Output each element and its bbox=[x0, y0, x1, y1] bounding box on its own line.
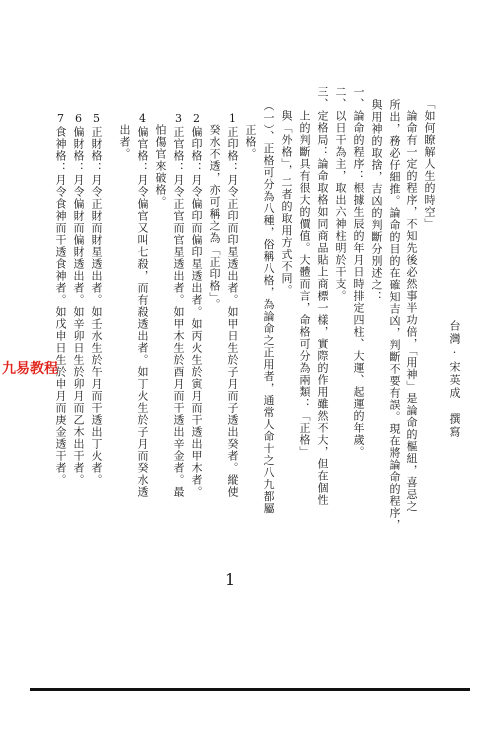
text-column: 與用神的取捨，吉凶的判斷分別述之： bbox=[370, 99, 383, 303]
text-column: 5正財格：月令正財而財星透出者。如壬水生於午月而干透出丁火者。 bbox=[90, 100, 103, 486]
text-column: 二、以日干為主，取出六神柱明於干支。 bbox=[334, 86, 347, 302]
text-column: 一、論命的程序：根據生辰的年月日時排定四柱、大運、起運的年歲。 bbox=[352, 86, 365, 458]
text-column: 上的判斷具有很大的價值。大體而言，命格可分為兩類：「正格」 bbox=[298, 86, 311, 458]
text-column: 3正官格：月令正官而官星透出者。如甲木生於酉月而干透出辛金者。最 bbox=[172, 100, 185, 498]
text-column: 論命有一定的程序，不知先後必然事半功倍，「用神」是論命的樞紐，喜忌之 bbox=[405, 110, 418, 513]
text-column: 7食神格：月令食神而干透食神者。如戊申日生於申月而庚金透干者。 bbox=[54, 100, 67, 486]
text-column: 與「外格」，二者的取用方式不同。 bbox=[280, 86, 293, 297]
text-column: 6偏財格：月令偏財而偏財透出者。如辛卯日生於卯月而乙木出干者。 bbox=[72, 100, 85, 486]
text-column: 出者。 bbox=[118, 100, 131, 160]
watermark-logo: 九易教程 bbox=[2, 361, 58, 377]
text-column: 2偏印格：月令偏印而偏印星透出者。如丙火生於寅月而干透出甲木者。 bbox=[190, 100, 203, 498]
text-column: 「如何瞭解人生的時空」 bbox=[423, 98, 436, 230]
text-column: 4偏官格：月令偏官又叫七殺，而有殺透出者。如丁火生於子月而癸水透 bbox=[136, 100, 149, 498]
author-line: 台灣·宋英成 撰寫 bbox=[448, 320, 461, 439]
text-column: 正格。 bbox=[244, 100, 257, 160]
text-column: 1正印格：月令正印而印星透出者。如甲日生於子月而子透出癸者。縱使 bbox=[226, 100, 239, 498]
text-column: 所出，務必仔細推。論命的目的在確知吉凶，判斷不要有誤。現在將論命的程序， bbox=[388, 99, 401, 531]
text-column: 癸水不透，亦可稱之為「正印格」。 bbox=[208, 100, 221, 311]
text-column: 三、定格局：論命取格如同商品貼上商標一樣，實際的作用雖然不大，但在個性 bbox=[316, 86, 329, 506]
bottom-rule bbox=[30, 688, 470, 691]
page-number: 1 bbox=[225, 570, 236, 589]
text-column: 怕傷官來破格。 bbox=[154, 100, 167, 208]
text-column: （一）、正格可分為八種，俗稱八格，為論命之正用者，通常人命十之八九都屬 bbox=[262, 100, 275, 515]
